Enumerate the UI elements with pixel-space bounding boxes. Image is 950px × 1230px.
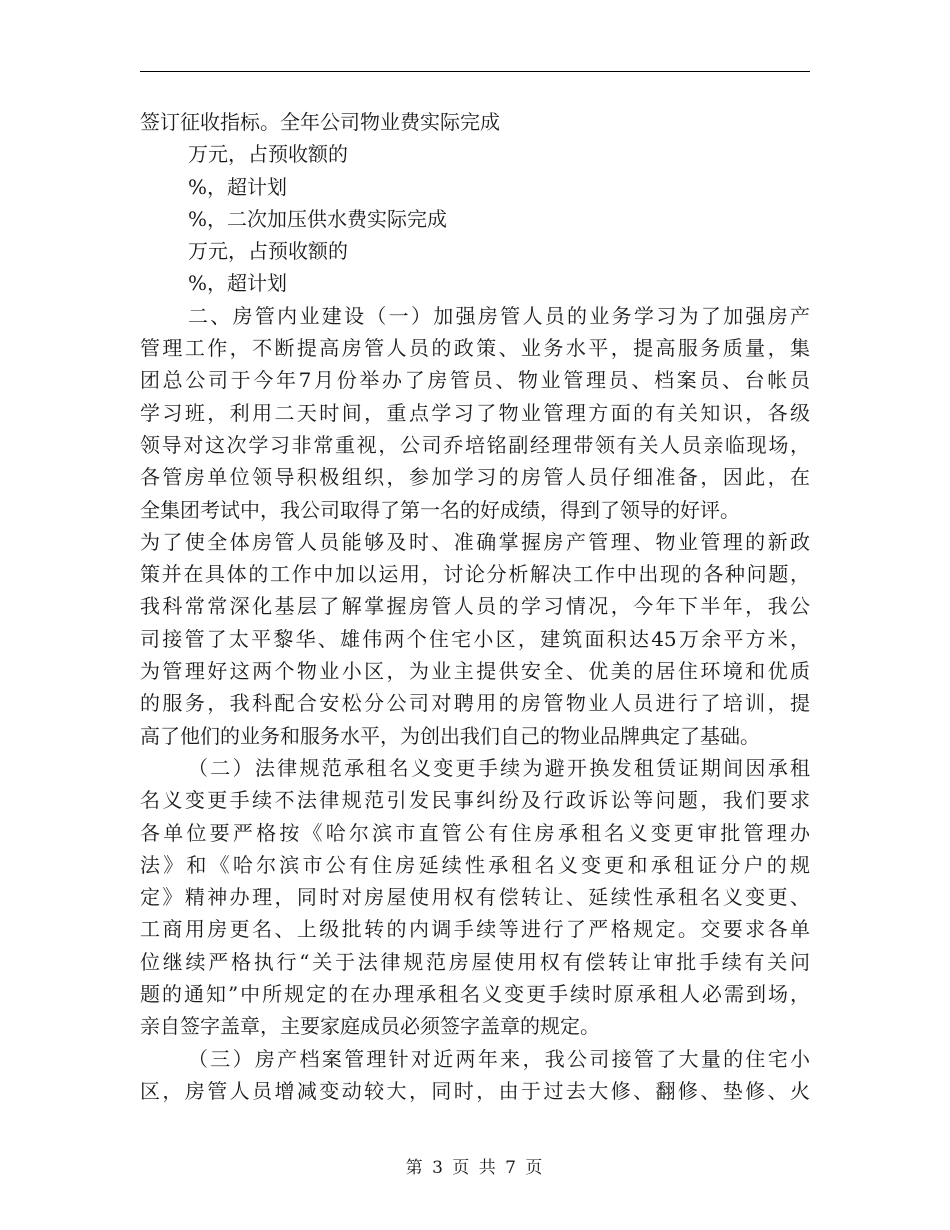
text-line: 各管房单位领导积极组织，参加学习的房管人员仔细准备，因此，在 [140, 465, 810, 490]
text-line: 司接管了太平黎华、雄伟两个住宅小区，建筑面积达45万余平方米， [140, 626, 810, 651]
text-line: 位继续严格执行“关于法律规范房屋使用权有偿转让审批手续有关问 [140, 949, 810, 974]
header-rule [140, 71, 810, 72]
text-line: 我科常常深化基层了解掌握房管人员的学习情况，今年下半年，我公 [140, 594, 810, 619]
text-line: 工商用房更名、上级批转的内调手续等进行了严格规定。交要求各单 [140, 917, 810, 942]
page-footer: 第 3 页 共 7 页 [405, 1158, 545, 1178]
text-line: 签订征收指标。全年公司物业费实际完成 [140, 110, 500, 134]
text-line: 题的通知”中所规定的在办理承租名义变更手续时原承租人必需到场， [140, 982, 810, 1007]
text-line: 定》精神办理，同时对房屋使用权有偿转让、延续性承租名义变更、 [140, 885, 810, 910]
text-line: 二、房管内业建设（一）加强房管人员的业务学习为了加强房产 [188, 303, 810, 328]
text-line: %，超计划 [188, 271, 288, 296]
text-line: 万元，占预收额的 [188, 142, 348, 167]
text-line: 领导对这次学习非常重视，公司乔培铭副经理带领有关人员亲临现场， [140, 432, 810, 457]
text-line: 万元，占预收额的 [188, 239, 348, 264]
text-line: %，二次加压供水费实际完成 [188, 206, 448, 231]
text-line: 学习班，利用二天时间，重点学习了物业管理方面的有关知识，各级 [140, 400, 810, 425]
text-line: 高了他们的业务和服务水平，为创出我们自己的物业品牌典定了基础。 [140, 723, 760, 748]
text-line: %，超计划 [188, 174, 288, 199]
text-line: 管理工作，不断提高房管人员的政策、业务水平，提高服务质量，集 [140, 336, 810, 361]
text-line: （二）法律规范承租名义变更手续为避开换发租赁证期间因承租 [188, 755, 810, 780]
text-line: 的服务，我科配合安松分公司对聘用的房管物业人员进行了培训，提 [140, 691, 810, 716]
text-line: 名义变更手续不法律规范引发民事纠纷及行政诉讼等问题，我们要求 [140, 788, 810, 813]
text-line: 区，房管人员增减变动较大，同时，由于过去大修、翻修、垫修、火 [140, 1078, 810, 1103]
text-line: 各单位要严格按《哈尔滨市直管公有住房承租名义变更审批管理办 [140, 820, 810, 845]
text-line: 为了使全体房管人员能够及时、准确掌握房产管理、物业管理的新政 [140, 529, 810, 554]
text-line: （三）房产档案管理针对近两年来，我公司接管了大量的住宅小 [188, 1046, 810, 1071]
text-line: 法》和《哈尔滨市公有住房延续性承租名义变更和承租证分户的规 [140, 852, 810, 877]
text-line: 团总公司于今年7月份举办了房管员、物业管理员、档案员、台帐员 [140, 368, 810, 393]
text-line: 亲自签字盖章，主要家庭成员必须签字盖章的规定。 [140, 1014, 600, 1039]
text-line: 全集团考试中，我公司取得了第一名的好成绩，得到了领导的好评。 [140, 497, 740, 522]
document-body [140, 106, 810, 1107]
text-line: 策并在具体的工作中加以运用，讨论分析解决工作中出现的各种问题， [140, 562, 810, 587]
text-line: 为管理好这两个物业小区，为业主提供安全、优美的居住环境和优质 [140, 659, 810, 684]
